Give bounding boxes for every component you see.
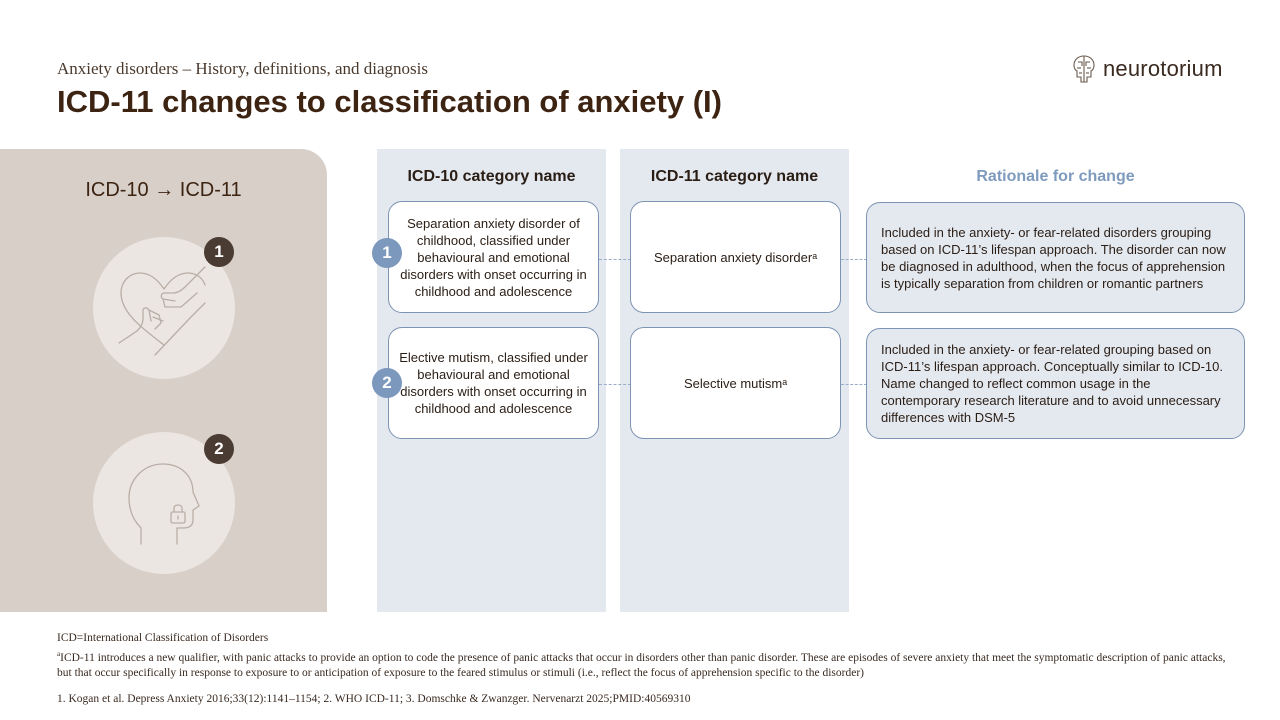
qualifier-note <box>57 647 1227 682</box>
row-1-icd11-box: Separation anxiety disorderᵃ <box>630 201 841 313</box>
item-1-badge: 1 <box>204 237 234 267</box>
row-2-rationale-box: Included in the anxiety- or fear-related grouping based on ICD-11’s lifespan approach. Conceptually similar to ICD-10. Name changed to reflect common usage in the contemporary research literature and to avoid unnecessary differences with DSM-5 <box>866 328 1245 439</box>
left-panel-heading: ICD-10 → ICD-11 <box>85 179 242 201</box>
icd10-column-header: ICD-10 category name <box>407 168 576 185</box>
row-2-badge: 2 <box>372 368 402 398</box>
row-1-connector-2 <box>841 259 867 260</box>
logo-text: neurotorium <box>1103 56 1223 81</box>
row-1-icd10-box: Separation anxiety disorder of childhood, classified under behavioural and emotional disorders with onset occurring in childhood and adolescence <box>388 201 599 313</box>
footnotes <box>57 631 1227 681</box>
page-title: ICD-11 changes to classification of anxiety (I) <box>57 84 722 119</box>
qualifier-note-text: ICD-11 introduces a new qualifier, with panic attacks to provide an option to code the presence of panic attacks that occur in disorders other than panic disorder. These are episodes of severe anxiety that meet the symptomatic description of panic attacks, but that occur specifically in response to exposure to or anticipation of exposure to the feared stimulus or stimuli (i.e., reflect the focus of apprehension specific to the disorder) <box>57 651 1226 679</box>
row-1-connector <box>599 259 631 260</box>
references: 1. Kogan et al. Depress Anxiety 2016;33(12):1141–1154; 2. WHO ICD-11; 3. Domschke & Zwanzger. Nervenarzt 2025;PMID:40569310 <box>57 693 691 705</box>
row-1-badge: 1 <box>372 238 402 268</box>
abbreviation-note: ICD=International Classification of Disorders <box>57 632 269 644</box>
rationale-column-header: Rationale for change <box>976 168 1135 185</box>
row-2-icd10-box: Elective mutism, classified under behavioural and emotional disorders with onset occurring in childhood and adolescence <box>388 327 599 439</box>
icd11-column-header: ICD-11 category name <box>650 168 819 185</box>
row-1-rationale-box: Included in the anxiety- or fear-related disorders grouping based on ICD-11’s lifespan approach. The disorder can now be diagnosed in adulthood, when the focus of apprehension is typically separation from children or romantic partners <box>866 202 1245 313</box>
section-subtitle: Anxiety disorders – History, definitions, and diagnosis <box>57 59 428 78</box>
brain-logo-icon <box>1071 53 1097 85</box>
logo[interactable] <box>1071 52 1223 86</box>
row-2-icd11-box: Selective mutismᵃ <box>630 327 841 439</box>
note-marker: a <box>57 649 61 658</box>
row-2-connector <box>599 384 631 385</box>
item-2-badge: 2 <box>204 434 234 464</box>
row-2-connector-2 <box>841 384 867 385</box>
